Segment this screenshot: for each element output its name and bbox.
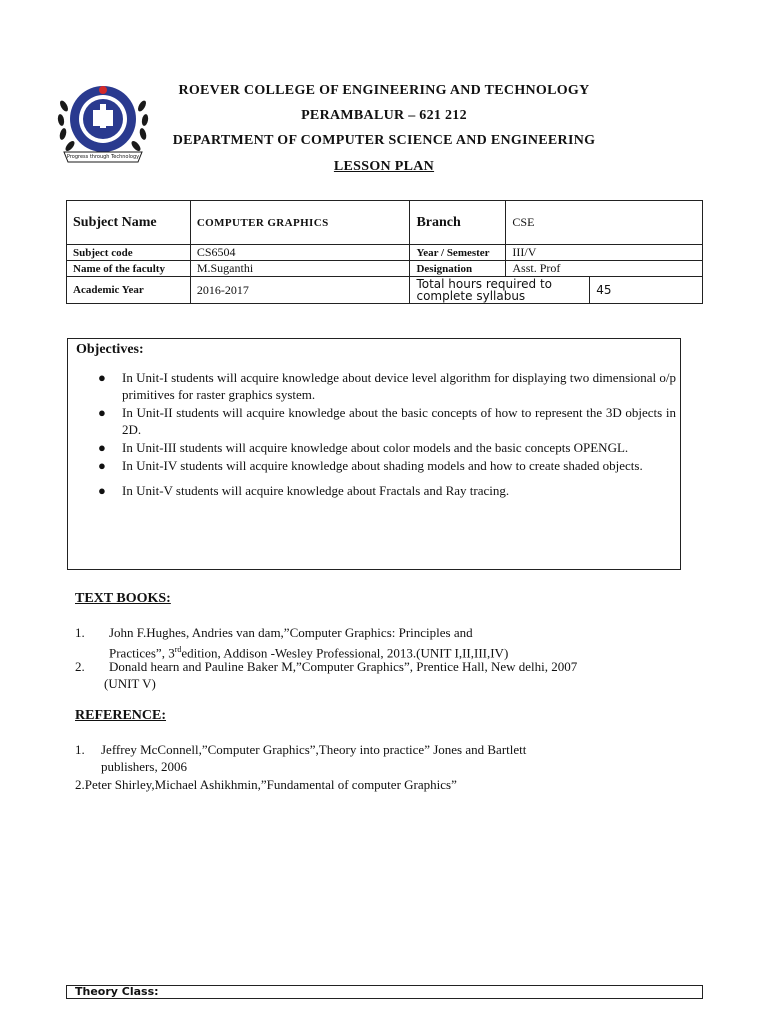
objectives-list [98, 369, 676, 500]
objectives-title: Objectives: [76, 342, 144, 357]
book-1-number: 1. [75, 625, 85, 640]
department-name: DEPARTMENT OF COMPUTER SCIENCE AND ENGINEERING [172, 133, 596, 148]
faculty-value: M.Suganthi [190, 261, 410, 277]
designation-value: Asst. Prof [506, 261, 703, 277]
bullet-icon: ● [98, 370, 106, 385]
text-books-title: TEXT BOOKS: [75, 591, 171, 606]
book-2-line-1: Donald hearn and Pauline Baker M,”Computer Graphics”, Prentice Hall, New delhi, 2007 [109, 659, 578, 674]
subject-name-label: Subject Name [67, 201, 191, 245]
theory-class-header [66, 985, 703, 999]
bullet-icon: ● [98, 440, 106, 455]
book-1-line-2: Practices”, 3rdedition, Addison -Wesley Professional, 2013.(UNIT I,II,III,IV) [109, 645, 509, 661]
college-city: PERAMBALUR – 621 212 [301, 108, 467, 123]
list-item: ● In Unit-IV students will acquire knowledge about shading models and how to create shaded objects. [98, 458, 643, 473]
faculty-label: Name of the faculty [67, 261, 191, 277]
reference-1-line-2: publishers, 2006 [101, 759, 187, 774]
subject-code-value: CS6504 [190, 245, 410, 261]
branch-value: CSE [506, 201, 703, 245]
list-item: ● In Unit-V students will acquire knowledge about Fractals and Ray tracing. [98, 483, 510, 498]
list-item: ● In Unit-II students will acquire knowledge about the basic concepts of how to represent the 3D objects in 2D. [98, 405, 676, 437]
subject-code-label: Subject code [67, 245, 191, 261]
bullet-icon: ● [98, 483, 106, 498]
academic-year-value: 2016-2017 [190, 277, 410, 304]
designation-label: Designation [410, 261, 506, 277]
list-item: ● In Unit-I students will acquire knowledge about device level algorithm for displaying two dimensional o/p primitives for raster graphics system. [98, 370, 676, 402]
reference-title: REFERENCE: [75, 708, 167, 723]
reference-1-number: 1. [75, 742, 85, 757]
total-hours-value: 45 [590, 277, 703, 304]
bullet-icon: ● [98, 405, 106, 420]
book-2-number: 2. [75, 659, 85, 674]
reference-1-line-1: Jeffrey McConnell,”Computer Graphics”,Theory into practice” Jones and Bartlett [101, 742, 527, 757]
objectives-box [67, 338, 681, 570]
college-name: ROEVER COLLEGE OF ENGINEERING AND TECHNOLOGY [178, 83, 590, 98]
theory-class-label: Theory Class: [75, 985, 159, 998]
bullet-icon: ● [98, 458, 106, 473]
logo-motto: Progress through Technology [66, 154, 140, 160]
academic-year-label: Academic Year [67, 277, 191, 304]
total-hours-label: Total hours required to complete syllabus [410, 277, 590, 304]
year-semester-value: III/V [506, 245, 703, 261]
document-title: LESSON PLAN [333, 159, 435, 174]
reference-2: 2.Peter Shirley,Michael Ashikhmin,”Fundamental of computer Graphics” [75, 777, 457, 792]
branch-label: Branch [410, 201, 506, 245]
year-semester-label: Year / Semester [410, 245, 506, 261]
book-2-line-2: (UNIT V) [104, 676, 156, 691]
book-1-line-1: John F.Hughes, Andries van dam,”Computer Graphics: Principles and [109, 625, 473, 640]
subject-name-value: COMPUTER GRAPHICS [190, 201, 410, 245]
course-info-table [66, 200, 703, 304]
list-item: ● In Unit-III students will acquire knowledge about color models and the basic concepts OPENGL. [98, 440, 629, 455]
